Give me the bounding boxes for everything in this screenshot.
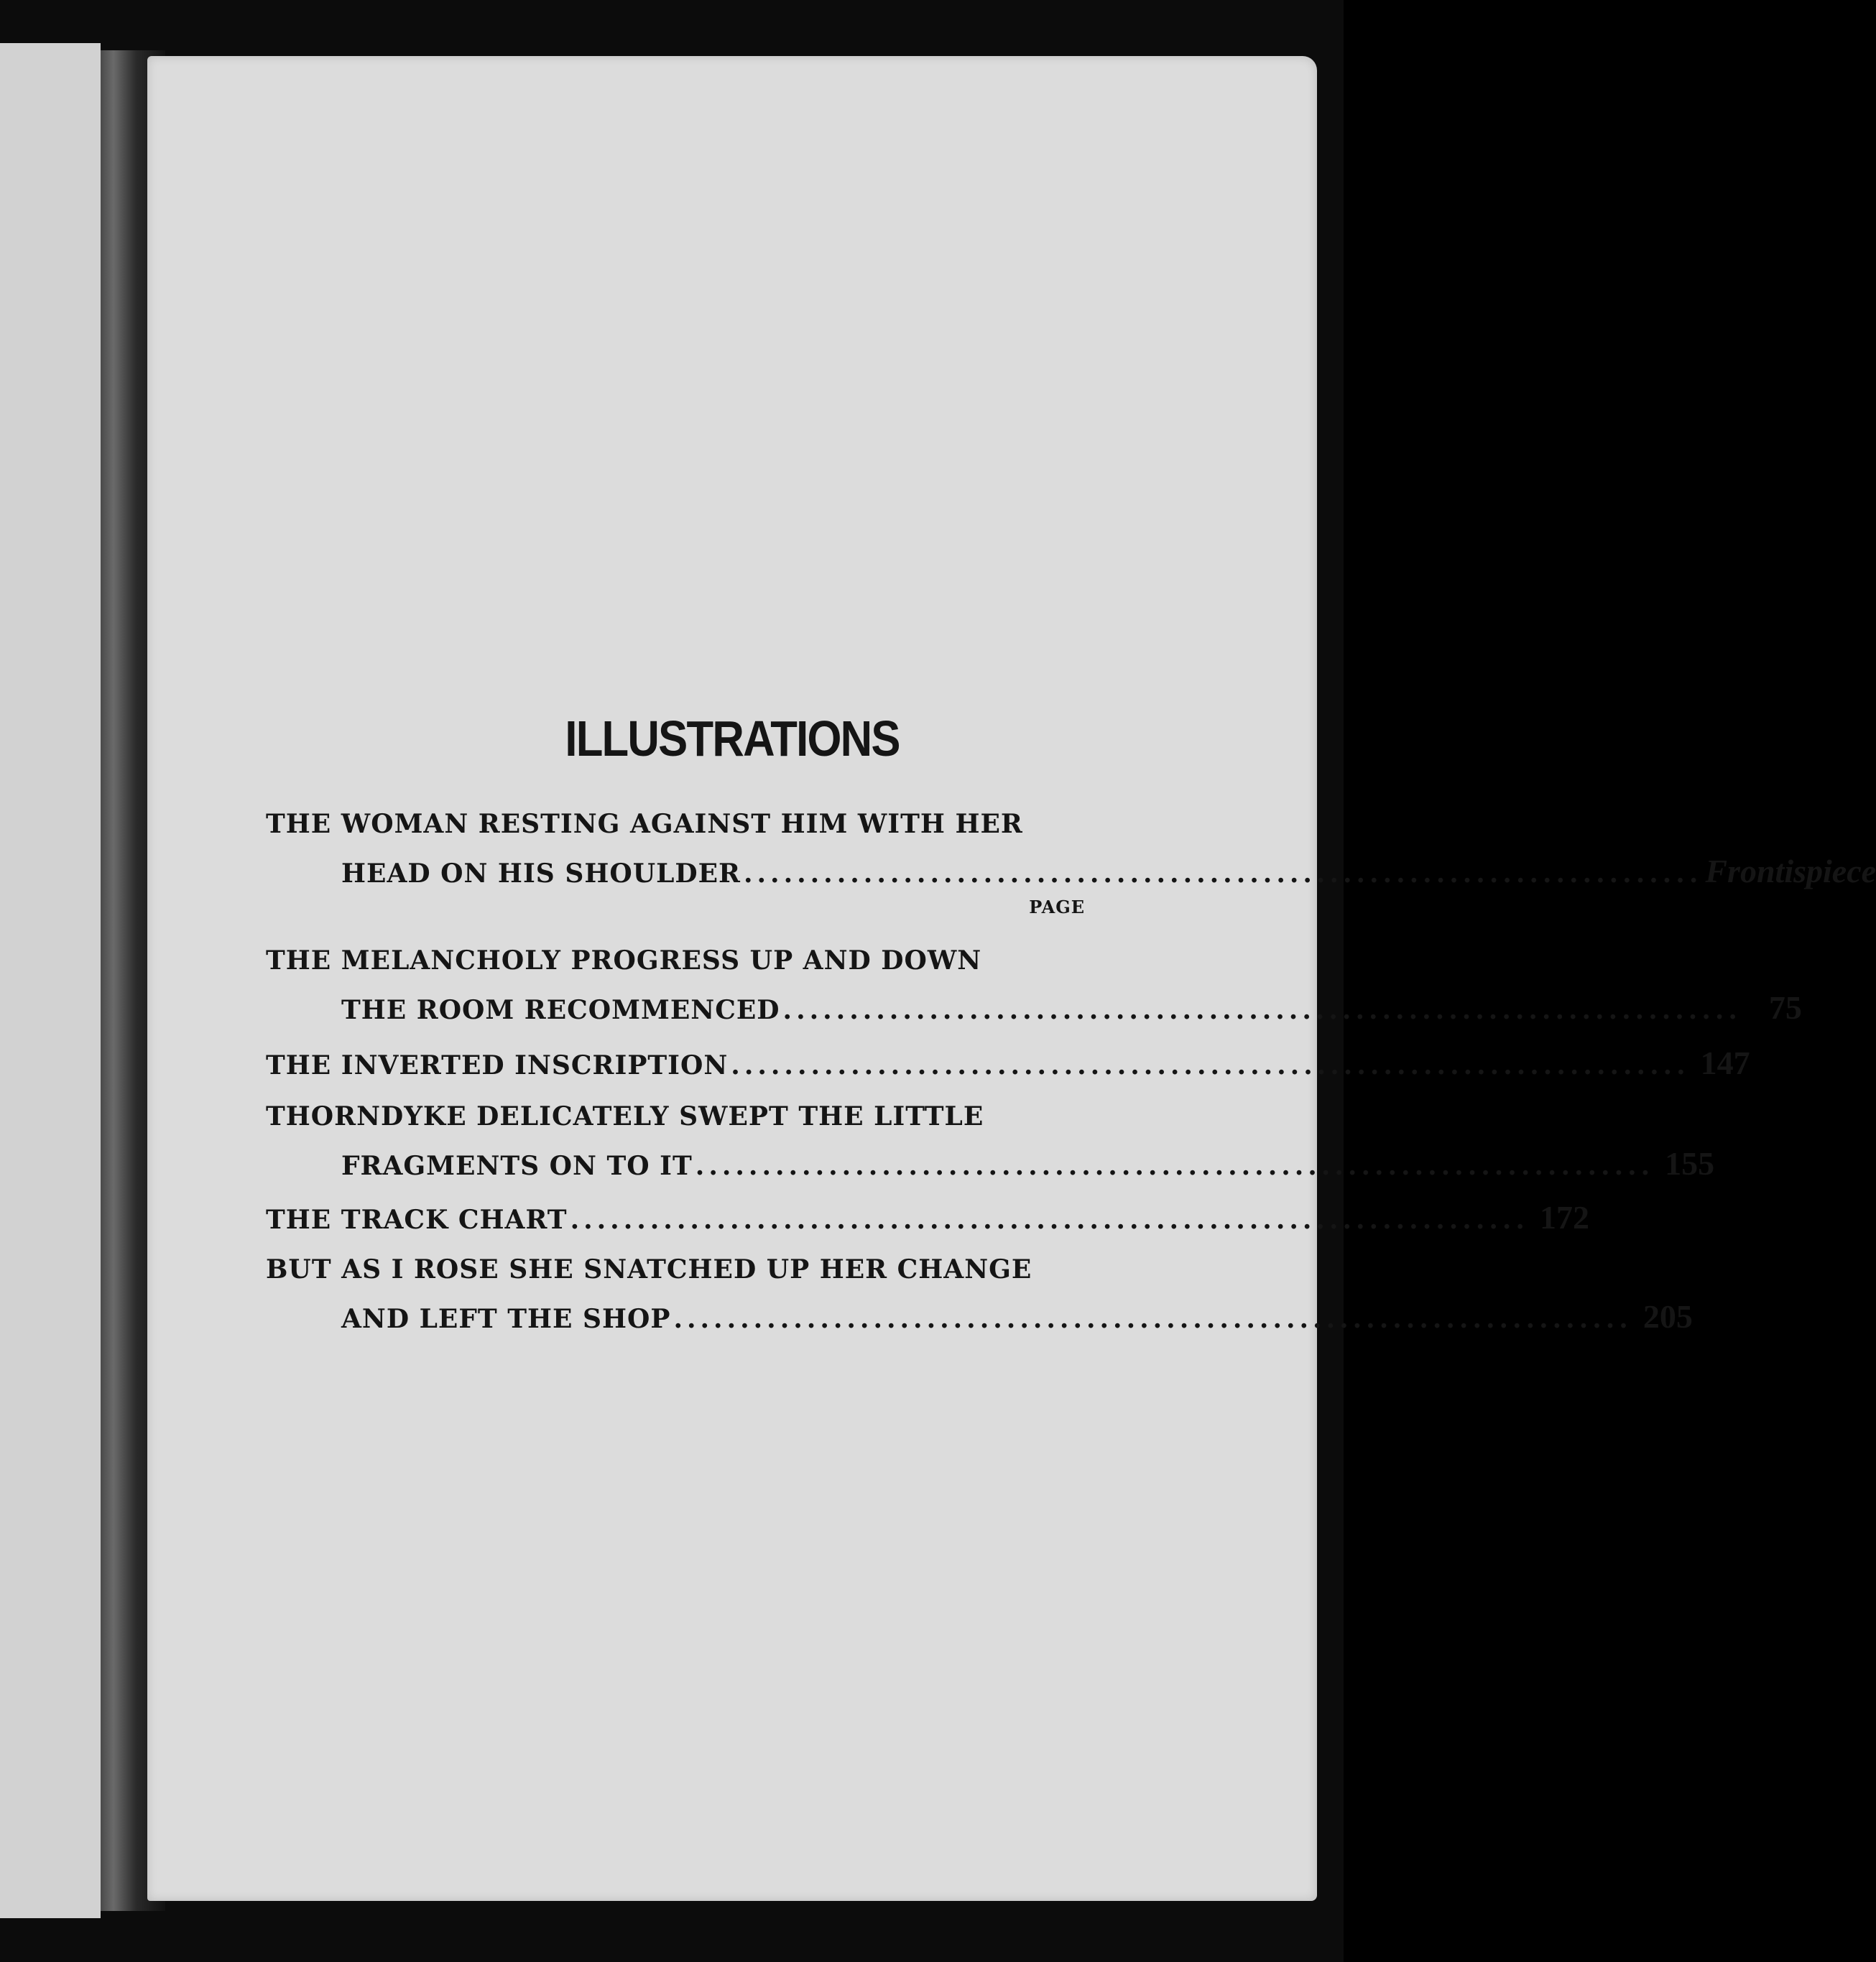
illustrations-list [147, 56, 1876, 1901]
entry-title-continuation: THE ROOM RECOMMENCED [341, 995, 780, 1025]
entry-continuation-line [341, 989, 1802, 1027]
dot-leader: ........................................................................ [570, 1205, 1529, 1235]
entry-title-line: THE MELANCHOLY PROGRESS UP AND DOWN [266, 945, 982, 976]
entry-single-line [266, 1198, 1589, 1236]
entry-page-number: Frontispiece [1705, 853, 1876, 889]
dot-leader: ........................................................................ [673, 1304, 1632, 1334]
dot-leader: ........................................................................ [743, 859, 1703, 889]
entry-title: THE TRACK CHART [266, 1205, 568, 1235]
entry-page-number: 172 [1539, 1199, 1589, 1236]
dot-leader: ........................................................................ [731, 1050, 1690, 1081]
entry-title: THE INVERTED INSCRIPTION [266, 1050, 729, 1081]
entry-title-continuation: FRAGMENTS ON TO IT [341, 1151, 693, 1181]
dot-leader: ........................................................................ [782, 995, 1742, 1025]
entry-page-number: 205 [1642, 1298, 1693, 1335]
entry-title-line: THORNDYKE DELICATELY SWEPT THE LITTLE [266, 1101, 984, 1132]
entry-title-line: THE WOMAN RESTING AGAINST HIM WITH HER [266, 809, 1023, 839]
page-title: ILLUSTRATIONS [565, 711, 900, 767]
entry-continuation-line [341, 852, 1876, 890]
entry-continuation-line [341, 1297, 1693, 1336]
entry-page-number: 147 [1700, 1045, 1750, 1081]
entry-continuation-line [341, 1144, 1715, 1183]
entry-title-line: BUT AS I ROSE SHE SNATCHED UP HER CHANGE [266, 1254, 1032, 1285]
illustrations-page [147, 56, 1876, 1901]
entry-page-number: 155 [1665, 1145, 1715, 1182]
entry-page-number: 75 [1768, 989, 1802, 1026]
page-column-label: PAGE [1029, 897, 1085, 917]
entry-title-continuation: AND LEFT THE SHOP [341, 1304, 671, 1334]
entry-single-line [266, 1044, 1750, 1082]
entry-title-continuation: HEAD ON HIS SHOULDER [341, 859, 741, 889]
facing-page-edge [0, 43, 101, 1918]
dot-leader: ........................................................................ [695, 1151, 1655, 1181]
